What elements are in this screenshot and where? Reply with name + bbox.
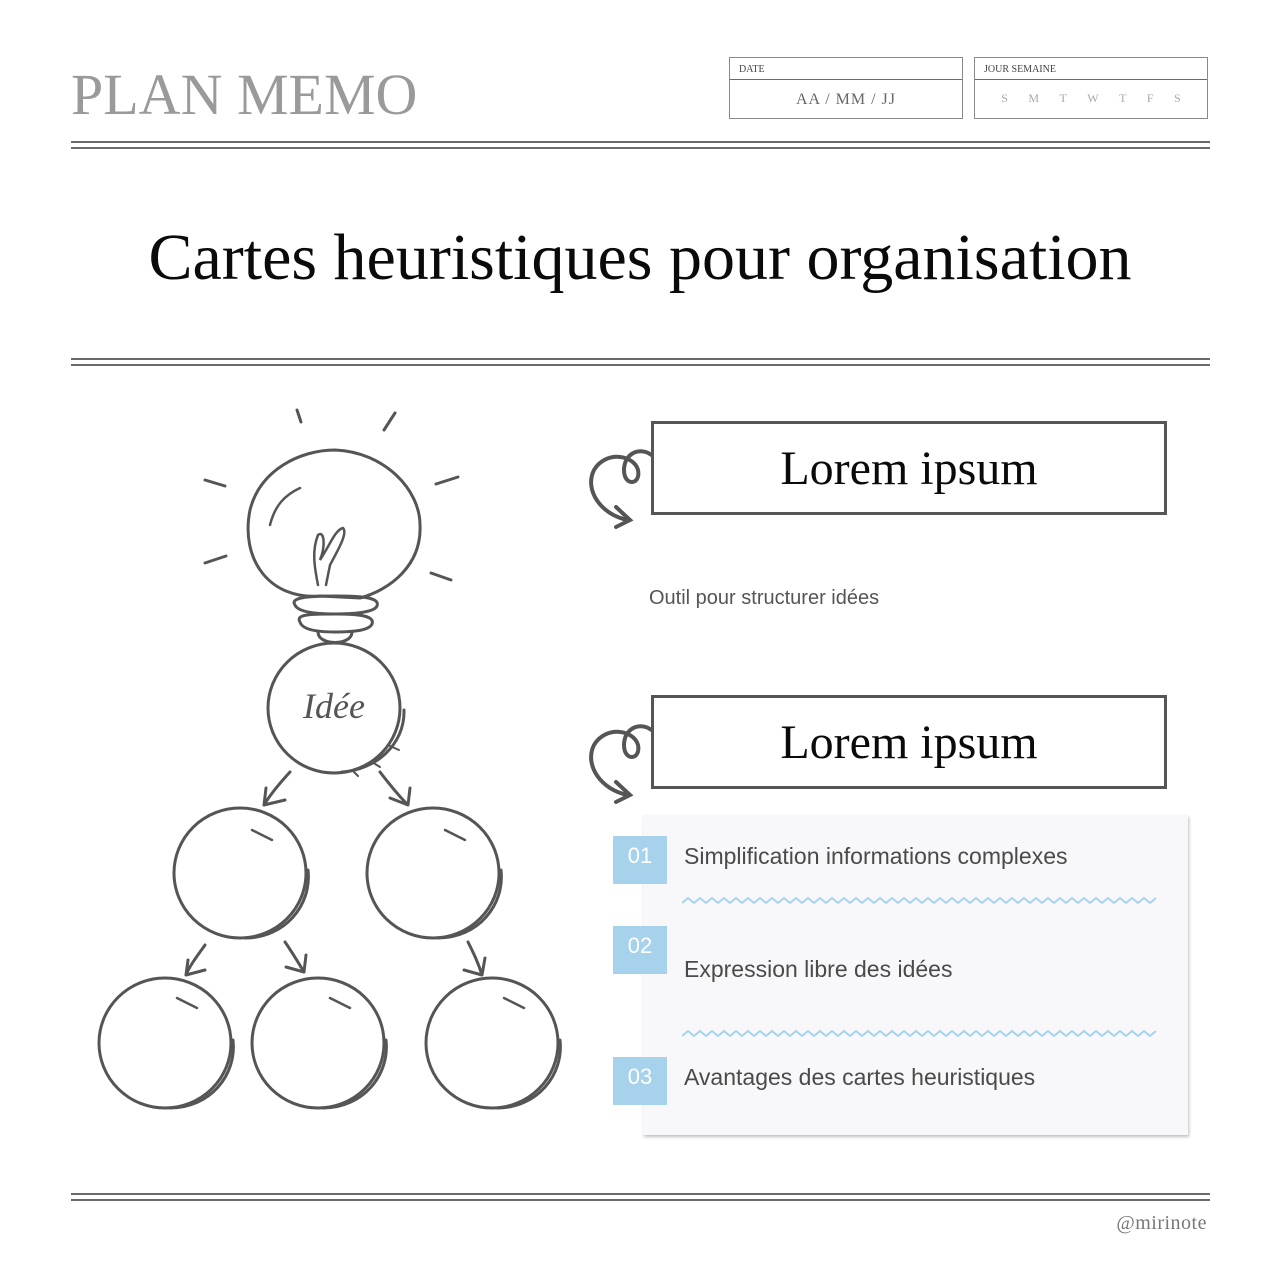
page-title: Cartes heuristiques pour organisation [148, 221, 1132, 294]
header-divider [71, 141, 1210, 149]
author-handle: @mirinote [1116, 1212, 1207, 1234]
list-item-1: Simplification informations complexes [684, 843, 1068, 869]
weekday-fri[interactable]: F [1146, 91, 1154, 105]
list-number-2: 02 [613, 926, 667, 974]
wavy-divider [682, 1028, 1158, 1040]
section-heading-1: Lorem ipsum [651, 421, 1167, 515]
date-label: DATE [730, 58, 962, 80]
date-field[interactable] [729, 57, 963, 119]
curly-arrow-icon [586, 720, 656, 805]
mind-map-node-2b [367, 808, 501, 938]
date-value: AA / MM / JJ [795, 91, 897, 108]
list-item-2: Expression libre des idées [684, 956, 953, 982]
mind-map-node-3a [99, 978, 233, 1108]
section-heading-2: Lorem ipsum [651, 695, 1167, 789]
mind-map-node-3b [252, 978, 386, 1108]
brand-title: PLAN MEMO [71, 62, 418, 127]
title-divider [71, 358, 1210, 366]
footer-divider [71, 1193, 1210, 1201]
weekday-wed[interactable]: W [1087, 91, 1099, 105]
list-number-1: 01 [613, 836, 667, 884]
weekday-sat[interactable]: S [1174, 91, 1181, 105]
central-idea-label: Idée [303, 686, 365, 726]
weekday-label: JOUR SEMAINE [975, 58, 1207, 80]
weekday-thu[interactable]: T [1119, 91, 1127, 105]
weekday-tue[interactable]: T [1059, 91, 1067, 105]
curly-arrow-icon [586, 445, 656, 530]
list-number-3: 03 [613, 1057, 667, 1105]
weekday-field[interactable] [974, 57, 1208, 119]
mind-map-illustration [90, 400, 570, 1130]
weekday-sun[interactable]: S [1001, 91, 1008, 105]
mind-map-node-3c [426, 978, 560, 1108]
central-idea-node [268, 643, 404, 776]
lightbulb-icon [205, 410, 458, 643]
wavy-divider [682, 895, 1158, 907]
weekday-list [975, 80, 1207, 116]
mind-map-node-2a [174, 808, 308, 938]
section-description: Outil pour structurer idées [649, 587, 880, 609]
weekday-mon[interactable]: M [1028, 91, 1040, 105]
list-item-3: Avantages des cartes heuristiques [684, 1064, 1036, 1090]
